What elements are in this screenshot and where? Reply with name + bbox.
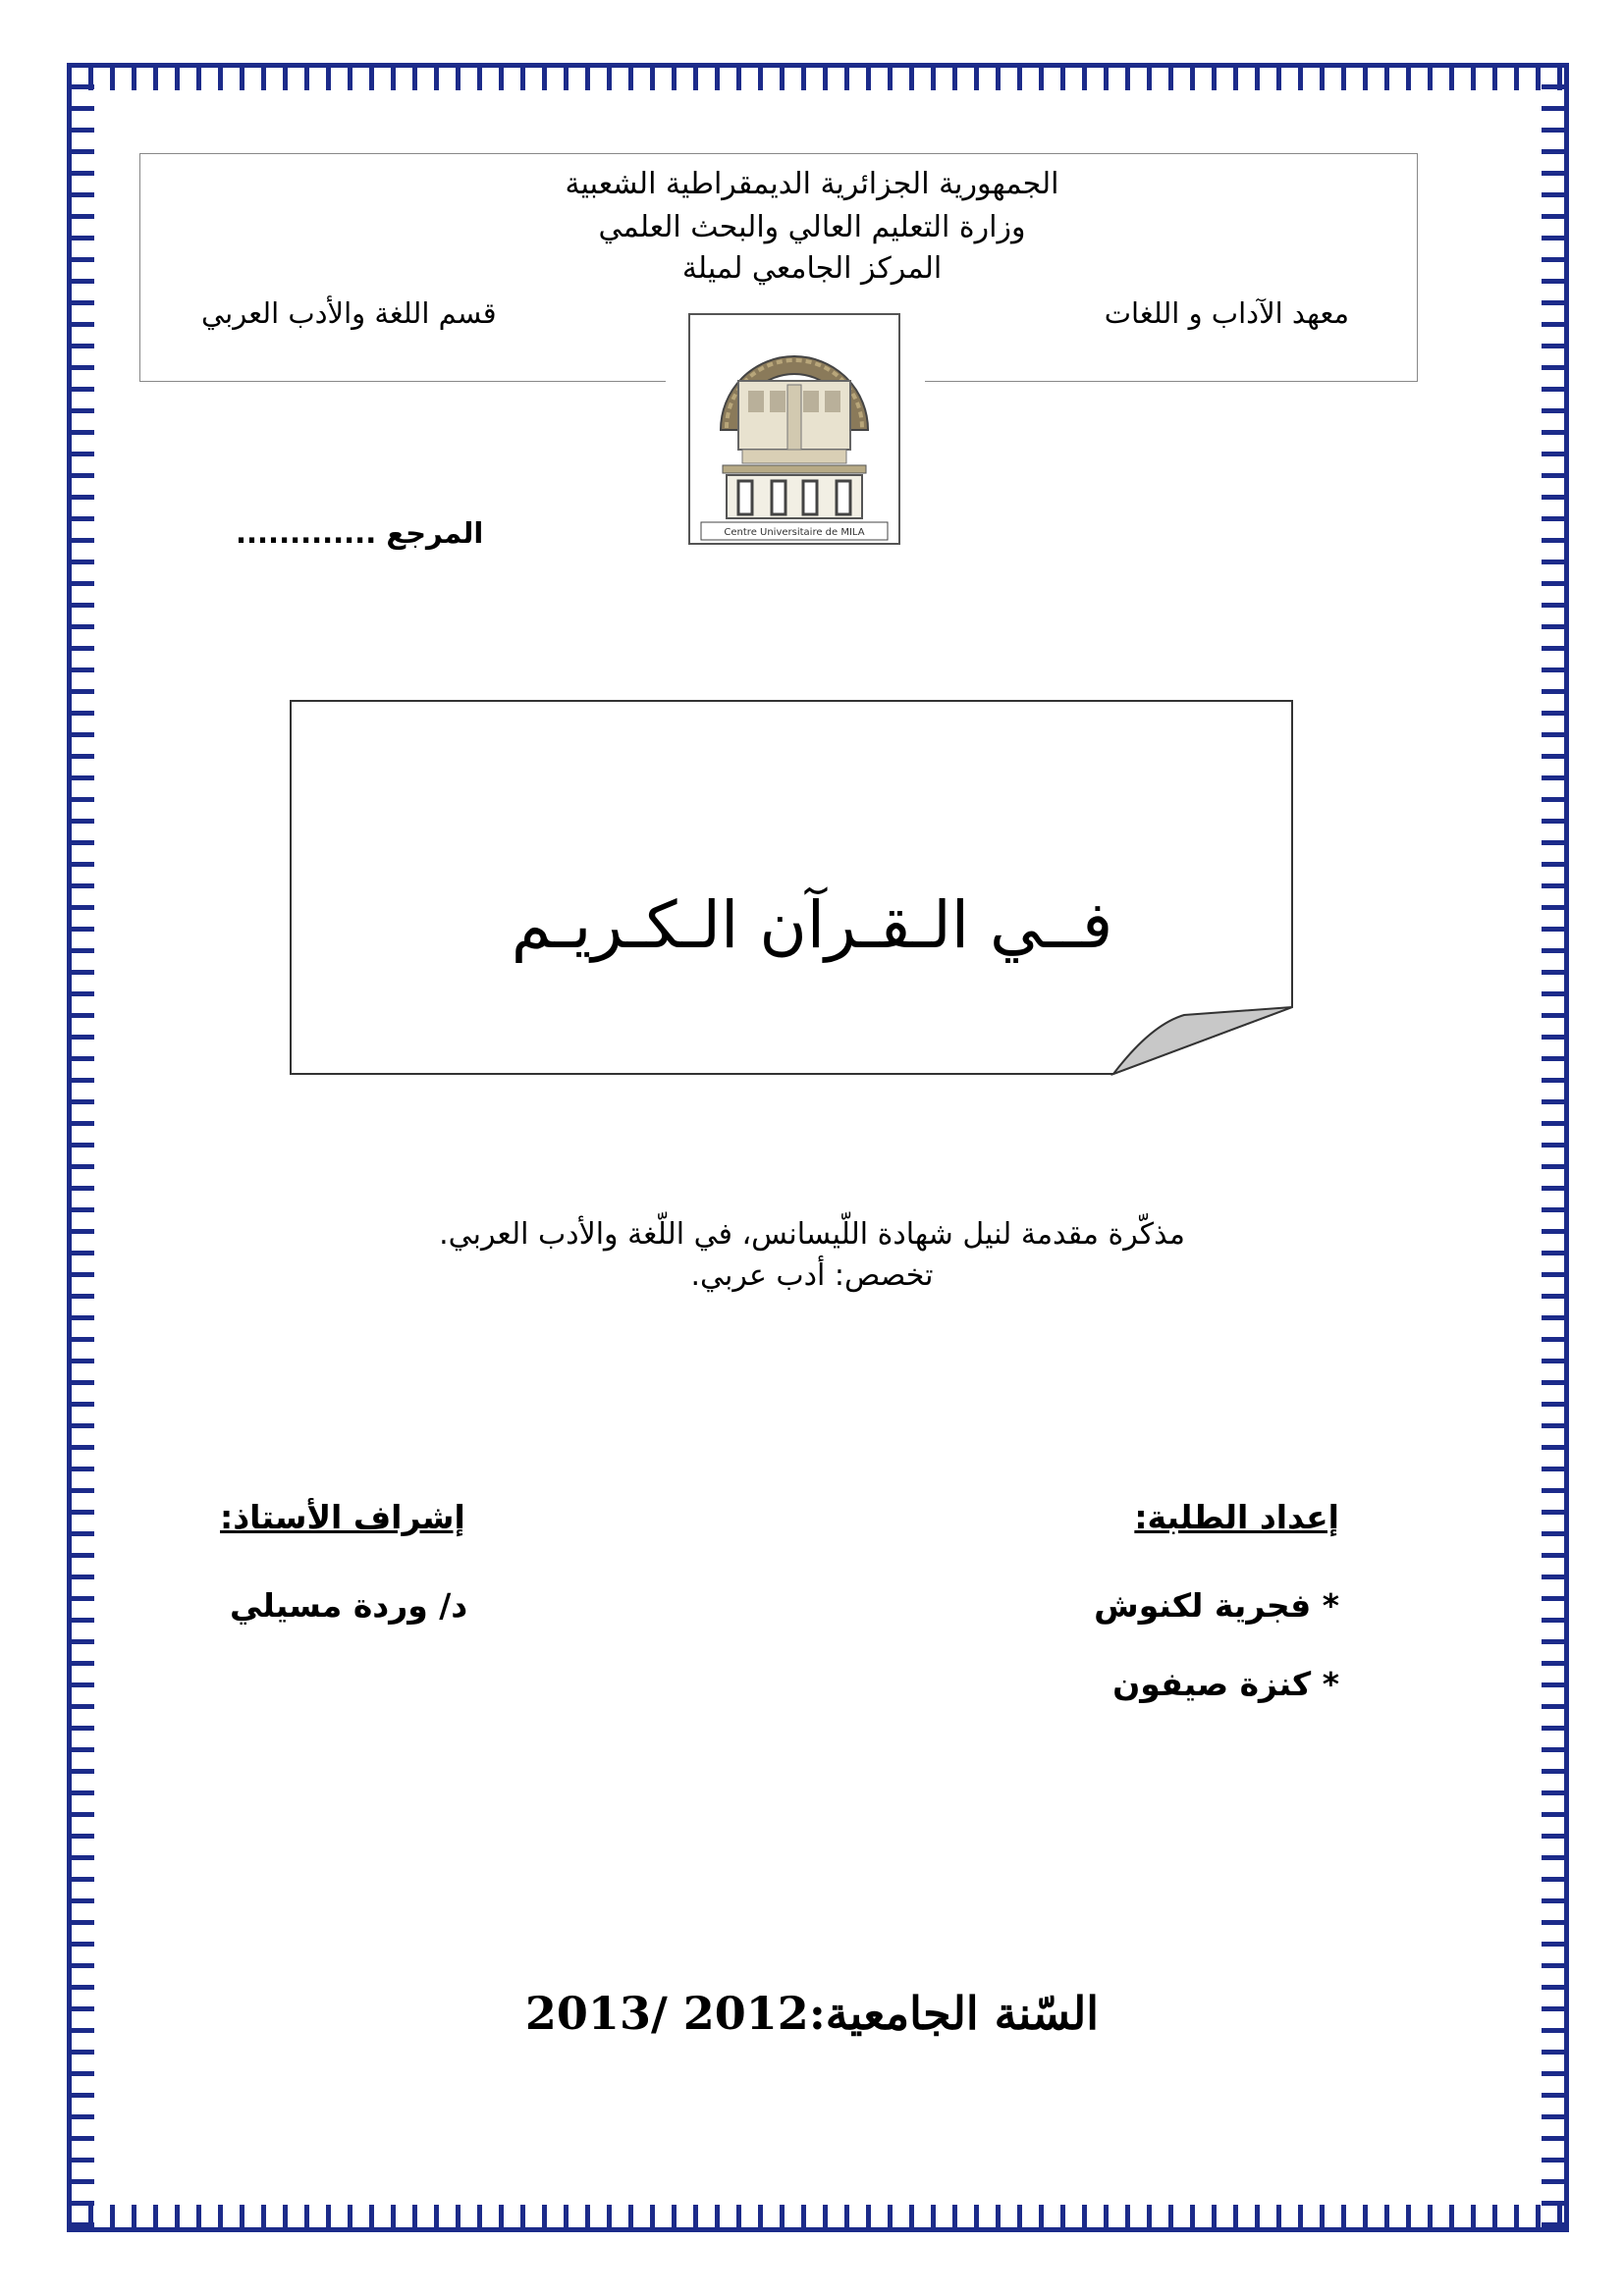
reference-label bbox=[236, 516, 483, 550]
header-divider-right bbox=[925, 381, 1417, 382]
border-right bbox=[1542, 63, 1569, 2232]
republic-name: الجمهورية الجزائرية الديمقراطية الشعبية bbox=[565, 167, 1059, 201]
student-name-2: * كنزة صيفون bbox=[1112, 1665, 1339, 1703]
academic-year: السّنة الجامعية:2012 /2013 bbox=[524, 1987, 1100, 2040]
memo-line-1: مذكّرة مقدمة لنيل شهادة اللّيسانس، في اللّغة والأدب العربي. bbox=[439, 1217, 1185, 1252]
ministry-name: وزارة التعليم العالي والبحث العلمي bbox=[598, 210, 1026, 244]
reference-title: المرجع bbox=[386, 516, 484, 550]
institute-name: معهد الآداب و اللغات bbox=[1104, 296, 1349, 330]
memo-specialization: تخصص: أدب عربي. bbox=[690, 1258, 934, 1293]
border-left bbox=[67, 63, 94, 2232]
thesis-title: فــي الـقـرآن الـكـريـم bbox=[511, 887, 1113, 963]
university-logo-icon bbox=[687, 312, 901, 546]
center-name: المركز الجامعي لميلة bbox=[681, 251, 943, 286]
supervisor-heading: إشراف الأستاذ: bbox=[220, 1498, 465, 1536]
reference-placeholder: ............. bbox=[236, 516, 377, 550]
border-top bbox=[67, 63, 1569, 90]
department-name: قسم اللغة والأدب العربي bbox=[201, 296, 497, 330]
header-divider-left bbox=[139, 381, 666, 382]
supervisor-name: د/ وردة مسيلي bbox=[230, 1586, 468, 1625]
student-name-1: * فجرية لكنوش bbox=[1094, 1586, 1339, 1625]
border-bottom bbox=[67, 2205, 1569, 2232]
students-heading: إعداد الطلبة: bbox=[1134, 1498, 1339, 1536]
logo-caption: Centre Universitaire de MILA bbox=[724, 527, 865, 538]
